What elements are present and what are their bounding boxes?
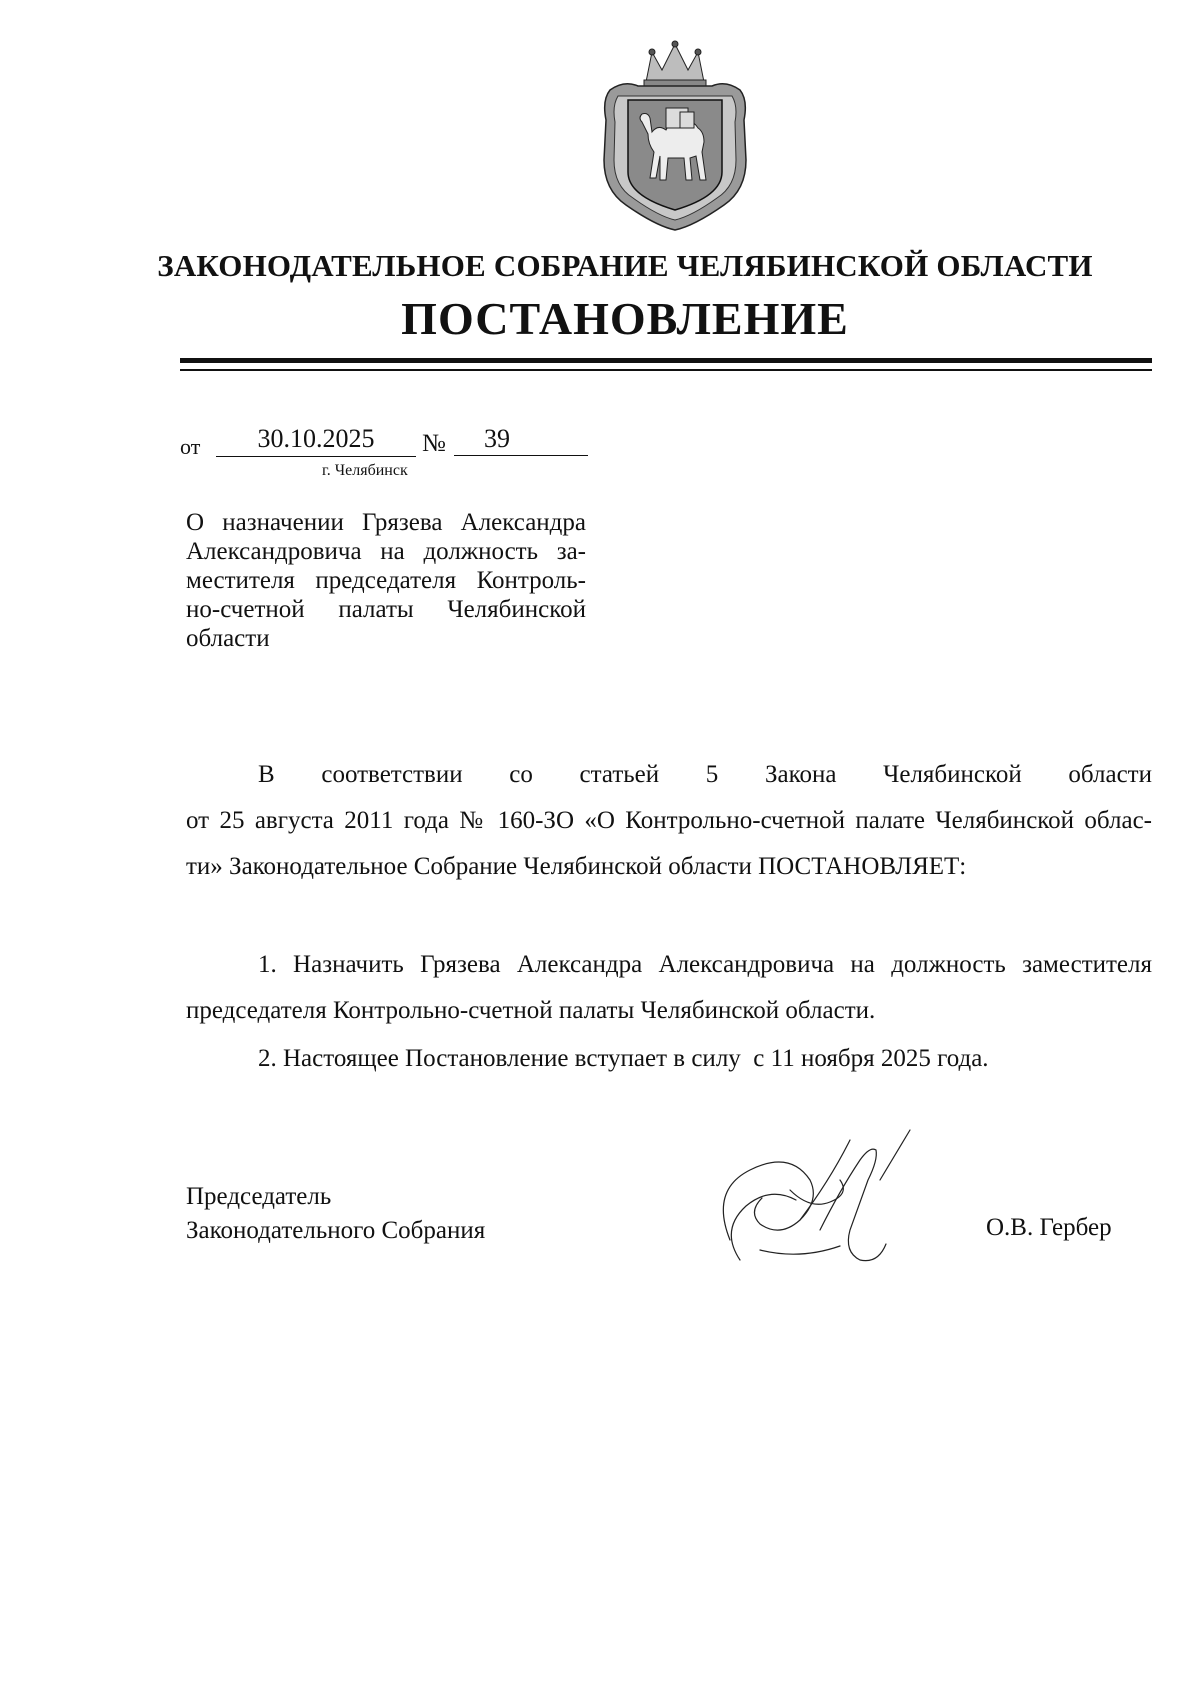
organization-title: ЗАКОНОДАТЕЛЬНОЕ СОБРАНИЕ ЧЕЛЯБИНСКОЙ ОБЛАСТИ — [157, 248, 1093, 283]
document-type-title: ПОСТАНОВЛЕНИЕ — [401, 293, 849, 344]
handwritten-signature — [700, 1120, 950, 1280]
header-rule-thick — [180, 358, 1152, 363]
resolution-item-1 — [186, 942, 1152, 1034]
subject-line: области — [186, 625, 270, 652]
subject-line: О назначении Грязева Александра — [186, 509, 586, 536]
header-rule-thin — [180, 369, 1152, 371]
number-sign-label: № — [422, 430, 446, 457]
preamble-line: В соответствии со статьей 5 Закона Челябинской области — [258, 761, 1152, 788]
signatory-position-line: Председатель — [186, 1183, 332, 1210]
preamble-paragraph — [186, 752, 1152, 890]
item-1-line: 1. Назначить Грязева Александра Александровича на должность заместителя — [258, 951, 1152, 978]
document-number: 39 — [454, 424, 588, 456]
preamble-line: ти» Законодательное Собрание Челябинской области ПОСТАНОВЛЯЕТ: — [186, 853, 967, 880]
document-date: 30.10.2025 — [216, 424, 416, 457]
subject-line: но-счетной палаты Челябинской — [186, 596, 586, 623]
subject-line: Александровича на должность за- — [186, 538, 586, 565]
signatory-position — [186, 1180, 485, 1248]
date-from-label: от — [180, 434, 201, 459]
signatory-name: О.В. Гербер — [986, 1214, 1112, 1241]
document-subject — [186, 508, 586, 653]
item-1-line: председателя Контрольно-счетной палаты Челябинской области. — [186, 997, 876, 1024]
signatory-position-line: Законодательного Собрания — [186, 1217, 486, 1244]
chelyabinsk-coat-of-arms-icon — [596, 40, 754, 232]
resolution-item-2 — [186, 1036, 1152, 1082]
preamble-line: от 25 августа 2011 года № 160-ЗО «О Контрольно-счетной палате Челябинской облас- — [186, 807, 1152, 834]
item-2-line: 2. Настоящее Постановление вступает в силу с 11 ноября 2025 года. — [258, 1045, 989, 1072]
subject-line: местителя председателя Контроль- — [186, 567, 586, 594]
document-city: г. Челябинск — [322, 462, 408, 479]
